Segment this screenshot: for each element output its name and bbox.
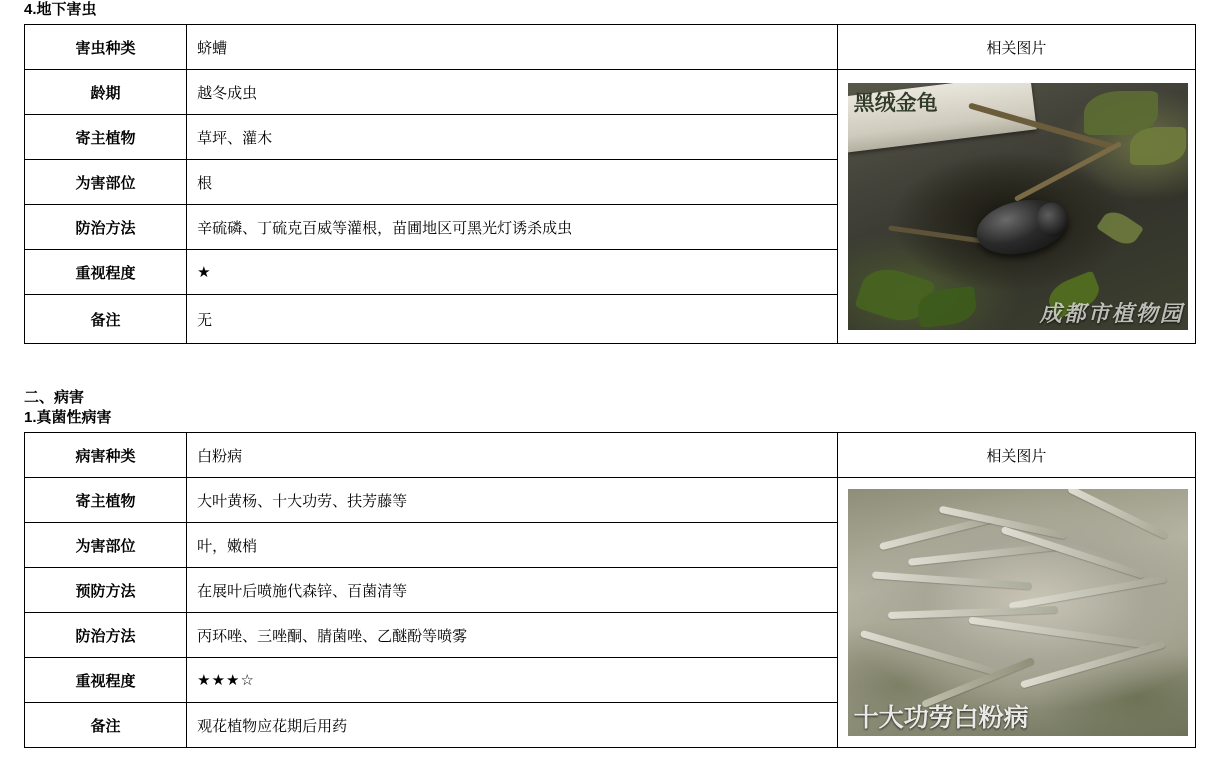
disease-image-cell bbox=[837, 478, 1195, 748]
leaf-blade-decor bbox=[908, 543, 1058, 566]
table-row bbox=[25, 433, 1196, 478]
row-value: 蛴螬 bbox=[187, 25, 838, 70]
section-2-table-wrap bbox=[24, 432, 1196, 748]
image-column-header: 相关图片 bbox=[837, 433, 1195, 478]
photo-watermark: 成都市植物园 bbox=[1039, 301, 1184, 326]
table-row bbox=[25, 70, 1196, 115]
row-value: 无 bbox=[187, 295, 838, 344]
row-value: 越冬成虫 bbox=[187, 70, 838, 115]
leaf-blade-decor bbox=[968, 617, 1147, 649]
pest-info-table bbox=[24, 24, 1196, 344]
row-value: 观花植物应花期后用药 bbox=[187, 703, 838, 748]
row-label: 预防方法 bbox=[25, 568, 187, 613]
pest-image-cell bbox=[837, 70, 1195, 344]
section-1-table-wrap bbox=[24, 24, 1196, 344]
leaf-decor bbox=[1130, 127, 1186, 165]
row-label: 害虫种类 bbox=[25, 25, 187, 70]
row-value: 在展叶后喷施代森锌、百菌清等 bbox=[187, 568, 838, 613]
row-value: 白粉病 bbox=[187, 433, 838, 478]
row-value-rating: ★ bbox=[187, 250, 838, 295]
section-2-main-heading: 二、病害 bbox=[24, 389, 85, 406]
section-2-heading: 1.真菌性病害 bbox=[24, 409, 112, 426]
row-value: 叶，嫩梢 bbox=[187, 523, 838, 568]
leaf-blade-decor bbox=[859, 630, 996, 675]
table-row bbox=[25, 25, 1196, 70]
twig-decor bbox=[1014, 141, 1122, 202]
row-value: 根 bbox=[187, 160, 838, 205]
row-value: 大叶黄杨、十大功劳、扶芳藤等 bbox=[187, 478, 838, 523]
leaf-blade-decor bbox=[1067, 489, 1169, 540]
row-label: 寄主植物 bbox=[25, 478, 187, 523]
image-column-header: 相关图片 bbox=[837, 25, 1195, 70]
powdery-mildew-photo bbox=[848, 489, 1188, 736]
row-label: 寄主植物 bbox=[25, 115, 187, 160]
leaf-blade-decor bbox=[938, 506, 1067, 540]
row-label: 为害部位 bbox=[25, 160, 187, 205]
disease-info-table bbox=[24, 432, 1196, 748]
leaf-blade-decor bbox=[1008, 575, 1167, 610]
table-row bbox=[25, 478, 1196, 523]
row-label: 病害种类 bbox=[25, 433, 187, 478]
leaf-blade-decor bbox=[1020, 640, 1166, 688]
section-1-heading: 4.地下害虫 bbox=[24, 1, 97, 18]
row-label: 重视程度 bbox=[25, 658, 187, 703]
leaf-blade-decor bbox=[872, 571, 1032, 589]
row-value: 丙环唑、三唑酮、腈菌唑、乙醚酚等喷雾 bbox=[187, 613, 838, 658]
leaf-decor bbox=[1096, 206, 1144, 250]
section-gap bbox=[0, 344, 1227, 388]
beetle-body bbox=[971, 192, 1072, 262]
row-label: 为害部位 bbox=[25, 523, 187, 568]
section-1-heading-block bbox=[24, 0, 1227, 20]
row-label: 备注 bbox=[25, 703, 187, 748]
photo-caption-species: 黑绒金龟 bbox=[853, 92, 938, 115]
row-label: 防治方法 bbox=[25, 613, 187, 658]
row-label: 龄期 bbox=[25, 70, 187, 115]
photo-caption-disease: 十大功劳白粉病 bbox=[853, 704, 1029, 732]
row-value-rating: ★★★☆ bbox=[187, 658, 838, 703]
row-label: 重视程度 bbox=[25, 250, 187, 295]
row-label: 防治方法 bbox=[25, 205, 187, 250]
row-value: 辛硫磷、丁硫克百威等灌根，苗圃地区可黑光灯诱杀成虫 bbox=[187, 205, 838, 250]
row-label: 备注 bbox=[25, 295, 187, 344]
section-2-heading-block bbox=[24, 388, 1227, 428]
row-value: 草坪、灌木 bbox=[187, 115, 838, 160]
beetle-photo bbox=[848, 83, 1188, 330]
